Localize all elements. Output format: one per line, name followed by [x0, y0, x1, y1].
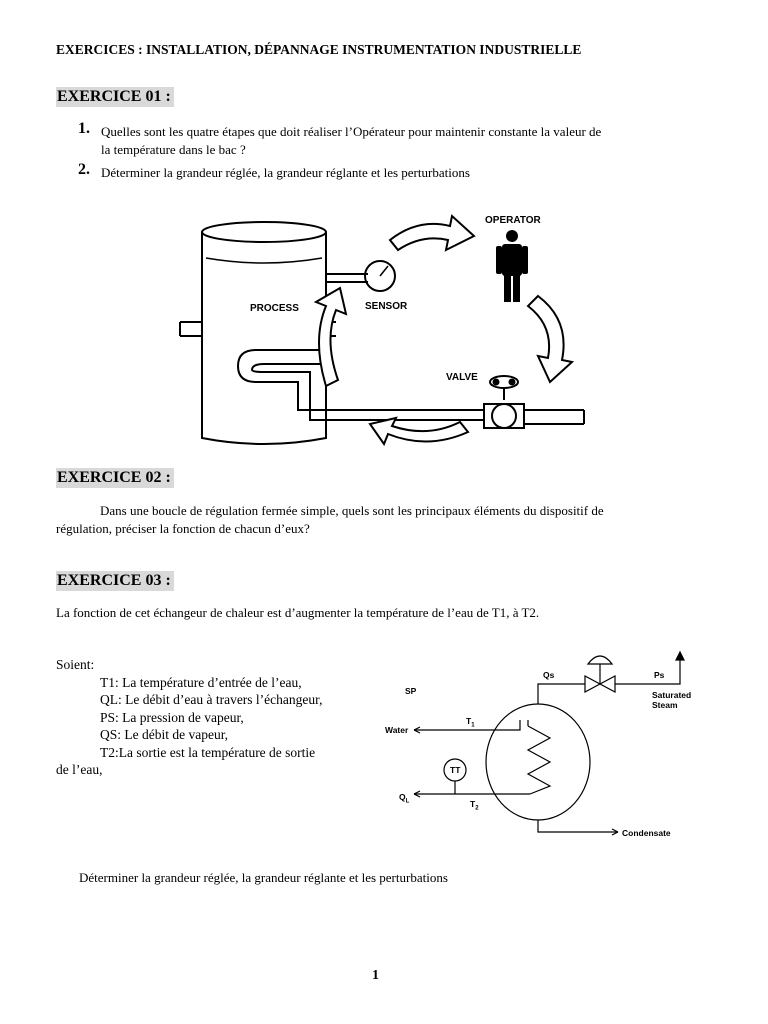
exercise-3-definitions [56, 656, 366, 779]
page-number: 1 [372, 968, 379, 983]
definition-t2: T2:La sortie est la température de sortie [100, 744, 316, 760]
exercise-3-heading: EXERCICE 03 : [56, 571, 174, 591]
valve-label: VALVE [446, 372, 478, 383]
ql-label: $Q_L$ [399, 792, 410, 805]
exchanger-coil [528, 726, 550, 794]
valve-actuator [588, 656, 612, 664]
condensate-line [538, 820, 618, 832]
sensor-label: SENSOR [365, 301, 408, 312]
sp-label: SP [405, 686, 417, 696]
ps-label: Ps [654, 670, 665, 680]
question-1-number: 1. [78, 120, 90, 137]
question-1-line-2: la température dans le bac ? [101, 142, 246, 157]
water-label: Water [385, 725, 409, 735]
exercise-3-intro: La fonction de cet échangeur de chaleur est d’augmenter la température de l’eau de T1, à T2. [56, 605, 540, 620]
tank-body [202, 232, 326, 444]
exercise-2-heading: EXERCICE 02 : [56, 468, 174, 488]
question-2-number: 2. [78, 161, 90, 178]
qs-label: Qs [543, 670, 555, 680]
sensor-stem [326, 274, 368, 282]
question-2-text: Déterminer la grandeur réglée, la grandeur réglante et les perturbations [101, 165, 470, 180]
outlet-pipe [522, 410, 584, 424]
tank-liquid-level [206, 258, 322, 263]
arrow-valve-to-process [370, 418, 468, 444]
arrow-process-to-sensor [316, 288, 346, 386]
operator-label: OPERATOR [485, 215, 541, 226]
question-1 [78, 120, 90, 138]
exchanger-shell [486, 704, 590, 820]
definition-tail: de l’eau, [56, 762, 103, 777]
exercise-1-heading: EXERCICE 01 : [56, 87, 174, 107]
definition-qs: QS: Le débit de vapeur, [100, 727, 229, 742]
t2-label: $T_2$ [470, 799, 479, 812]
steam-label: Steam [652, 700, 678, 710]
tt-label: TT [450, 765, 461, 775]
operator-figure [496, 230, 528, 302]
question-1-line-1: Quelles sont les quatre étapes que doit réaliser l’Opérateur pour maintenir constante la valeur de [101, 124, 602, 139]
question-1-text [101, 123, 721, 159]
heat-exchanger-diagram [380, 642, 710, 847]
exercise-2-line-2: régulation, préciser la fonction de chacun d’eux? [56, 521, 310, 536]
process-loop-diagram [178, 210, 588, 460]
question-2 [78, 161, 90, 179]
inlet-pipe [180, 322, 202, 336]
condensate-label: Condensate [622, 828, 671, 838]
definition-ql: QL: Le débit d’eau à travers l’échangeur, [100, 692, 323, 707]
soient-label: Soient: [56, 657, 95, 672]
exercise-3-question: Déterminer la grandeur réglée, la grandeur réglante et les perturbations [79, 870, 448, 885]
process-label: PROCESS [250, 303, 299, 314]
saturated-label: Saturated [652, 690, 692, 700]
definition-ps: PS: La pression de vapeur, [100, 709, 244, 725]
steam-line [538, 684, 585, 704]
definition-t1: T1: La température d’entrée de l’eau, [100, 674, 302, 690]
document-title: EXERCICES : INSTALLATION, DÉPANNAGE INSTRUMENTATION INDUSTRIELLE [56, 42, 582, 57]
arrow-operator-to-valve [528, 296, 572, 382]
arrow-sensor-to-operator [390, 216, 474, 250]
exercise-2-text [56, 502, 716, 538]
t1-label: $T_1$ [466, 716, 475, 729]
exercise-2-line-1: Dans une boucle de régulation fermée simple, quels sont les principaux éléments du dispositif de [100, 503, 604, 518]
tank-top [202, 222, 326, 242]
